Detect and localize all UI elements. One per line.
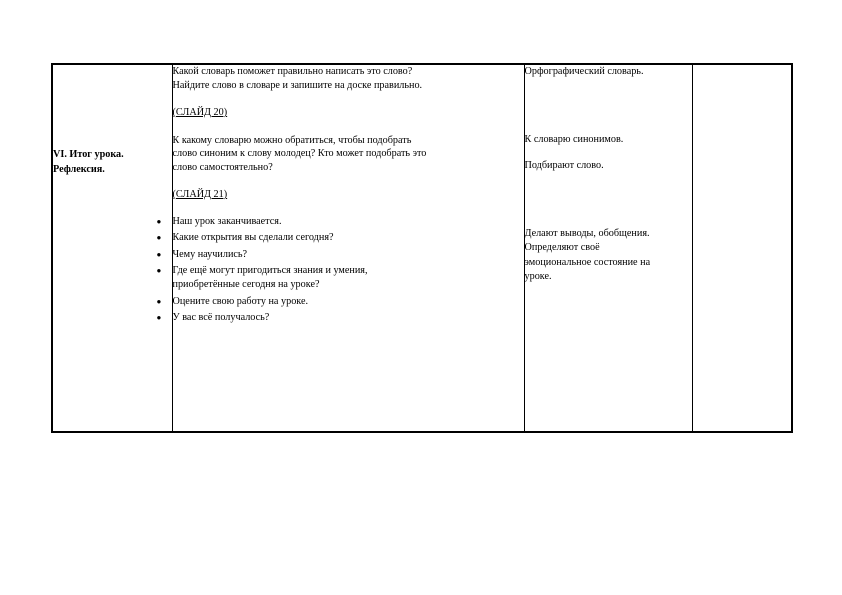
list-item-text: У вас всё получалось?	[172, 312, 270, 323]
stage-title-line2: Рефлексия.	[53, 164, 105, 175]
list-item-text: Где ещё могут пригодиться знания и умения,	[172, 265, 368, 276]
question-2-line2: слово синоним к слову молодец? Кто может подобрать это	[172, 148, 427, 159]
answer-1: Орфографический словарь.	[524, 66, 644, 77]
student-activity-cell	[524, 64, 692, 432]
question-2-line1: К какому словарю можно обратиться, чтобы подобрать	[172, 134, 412, 146]
list-item	[157, 311, 524, 325]
stage-title-line1: VI. Итог урока.	[53, 149, 124, 160]
reflection-questions-list	[157, 215, 524, 326]
answer-4-line4: уроке.	[524, 271, 552, 282]
bullet-icon: ●	[156, 313, 162, 322]
list-item-text: Оцените свою работу на уроке.	[172, 295, 309, 307]
list-item-text: Какие открытия вы сделали сегодня?	[172, 232, 334, 243]
answer-4	[525, 227, 692, 285]
answer-2: К словарю синонимов.	[524, 133, 624, 145]
list-item-text: Наш урок заканчивается.	[172, 215, 282, 227]
list-item	[157, 215, 524, 229]
answer-4-line2: Определяют своё	[524, 242, 600, 253]
bullet-icon: ●	[156, 249, 162, 259]
stage-cell	[52, 64, 172, 432]
question-1-line1: Какой словарь поможет правильно написать это слово?	[172, 66, 413, 77]
list-item	[157, 231, 524, 245]
answer-4-line3: эмоциональное состояние на	[524, 256, 651, 268]
lesson-table	[51, 63, 793, 433]
question-1-line2: Найдите слово в словаре и запишите на доске правильно.	[172, 79, 423, 91]
slide-20-label: (СЛАЙД 20)	[172, 107, 228, 118]
notes-cell	[692, 64, 792, 432]
answer-4-line1: Делают выводы, обобщения.	[524, 227, 650, 239]
list-item-text: Чему научились?	[172, 248, 248, 260]
list-item	[157, 264, 524, 292]
list-item	[157, 248, 524, 262]
stage-title	[53, 147, 172, 177]
teacher-activity-cell	[156, 64, 524, 432]
bullet-icon: ●	[156, 266, 162, 275]
bullet-icon: ●	[156, 233, 162, 242]
bullet-icon: ●	[156, 216, 162, 226]
bullet-icon: ●	[156, 296, 162, 306]
table-row	[52, 64, 792, 432]
slide-21-label: (СЛАЙД 21)	[172, 189, 228, 200]
list-item-text-continued: приобретённые сегодня на уроке?	[172, 279, 320, 290]
question-2-line3: слово самостоятельно?	[172, 161, 273, 173]
answer-3: Подбирают слово.	[524, 160, 604, 171]
list-item	[157, 295, 524, 309]
